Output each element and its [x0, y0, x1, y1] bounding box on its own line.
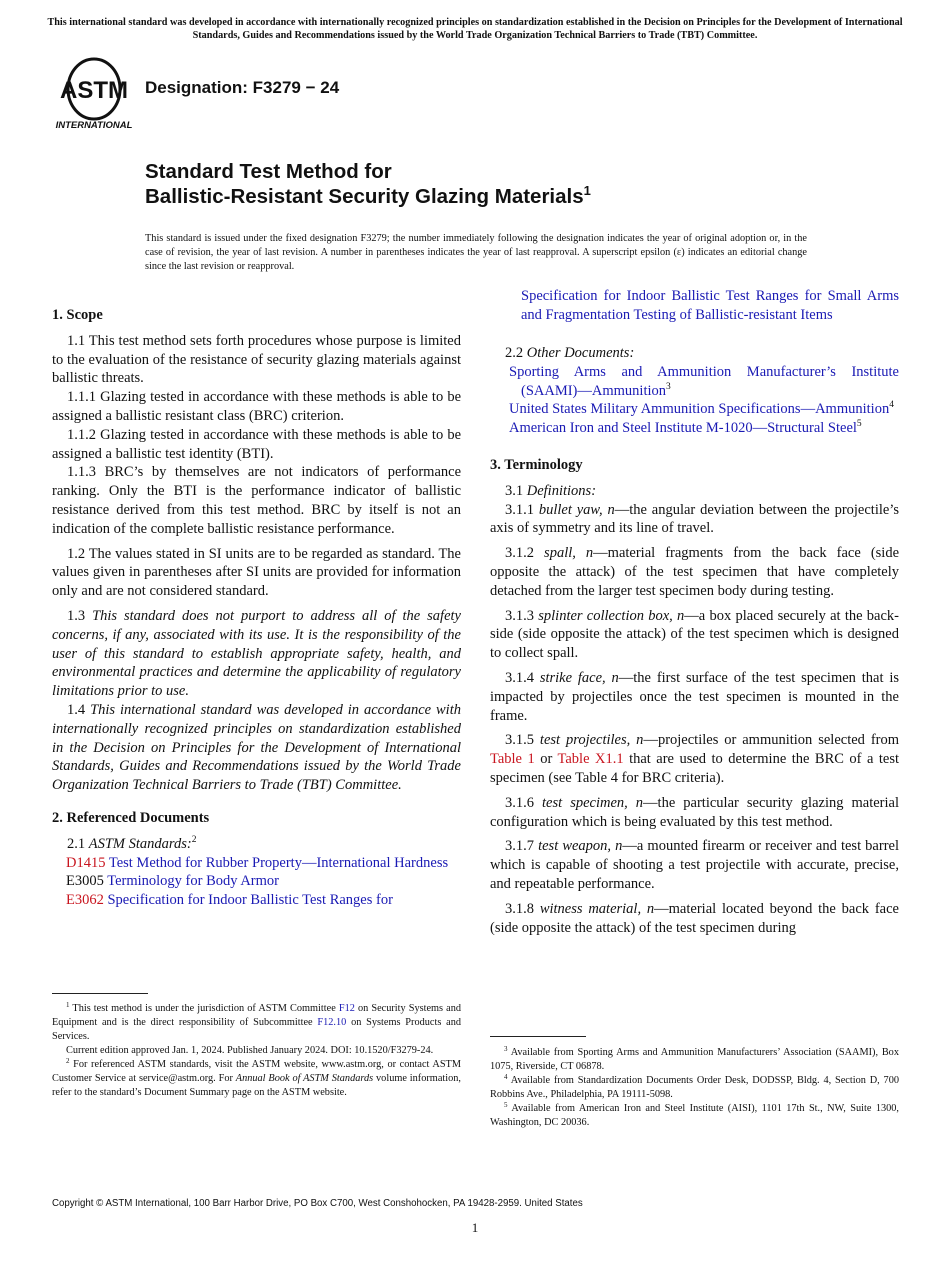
ref-saami[interactable]: Sporting Arms and Ammunition Manufacturer’s Institute (SAAMI)—Ammunition$^3$: [509, 363, 899, 399]
ref-e3062-continued[interactable]: Specification for Indoor Ballistic Test Ranges for Small Arms and Fragmentation Testing of Ballistic-resistant Items: [521, 288, 899, 323]
references-heading: 2. Referenced Documents: [52, 809, 210, 826]
logo-word: INTERNATIONAL: [55, 120, 133, 131]
footnote-2: $^2$ For referenced ASTM standards, visit the ASTM website, www.astm.org, or contact ASTM Customer Service at service@astm.org. For Annual Book of ASTM Standards volume information, refer to the standard’s Document Summary page on the ASTM website.: [52, 1057, 462, 1098]
table-x1-1-link[interactable]: Table X1.1: [557, 751, 624, 768]
term-3-1-4: 3.1.4 strike face, n—the first surface of the test specimen that is impacted by projectiles once the test specimen is mounted in the frame.: [490, 669, 899, 724]
term-3-1-6: 3.1.6 test specimen, n—the particular security glazing material configuration which is being evaluated by this test method.: [490, 794, 899, 830]
document-title: [145, 159, 591, 209]
title-line-1: Standard Test Method for: [145, 160, 392, 183]
para-1-1-3: 1.1.3 BRC’s by themselves are not indicators of performance ranking. Only the BTI is the performance indicator of ballistic resistance derived from this test method. BRC by itself is not an indication of the complete ballistic resistance performance.: [52, 464, 461, 537]
scope-heading: 1. Scope: [52, 307, 103, 323]
footnote-3: $^3$ Available from Sporting Arms and Ammunition Manufacturers’ Association (SAAMI), Box 1075, Riverside, CT 06878.: [490, 1045, 899, 1072]
footnote-rule-right: [490, 1036, 586, 1037]
para-1-1-2: 1.1.2 Glazing tested in accordance with these methods is able to be assigned a ballistic test identity (BTI).: [52, 426, 461, 462]
copyright: Copyright © ASTM International, 100 Barr Harbor Drive, PO Box C700, West Conshohocken, PA 19428-2959. United States: [52, 1198, 583, 1209]
footnote-5: $^5$ Available from American Iron and Steel Institute (AISI), 1101 17th St., NW, Suite 1300, Washington, DC 20036.: [490, 1101, 900, 1128]
issued-note: This standard is issued under the fixed designation F3279; the number immediately following the designation indicates the year of original adoption or, in the case of revision, the year of last revision. A number in parentheses indicates the year of last reapproval. A superscript epsilon (ε) indicates an editorial change since the last revision or reapproval.: [145, 233, 807, 272]
terminology-heading: 3. Terminology: [490, 456, 583, 473]
logo-letters: ASTM: [60, 77, 128, 104]
f12-link[interactable]: F12: [338, 1003, 355, 1014]
astm-logo: [52, 58, 136, 132]
edition-note: Current edition approved Jan. 1, 2024. Published January 2024. DOI: 10.1520/F3279-24.: [66, 1045, 434, 1056]
term-3-1-2: 3.1.2 spall, n—material fragments from the back face (side opposite the attack) of the test specimen that have completely detached from the larger test specimen body during testing.: [490, 545, 900, 599]
footnotes-right: [490, 1046, 899, 1130]
term-3-1-3: 3.1.3 splinter collection box, n—a box placed securely at the back-side (side opposite the attack) of the test specimen which is designed to collect spall.: [490, 607, 899, 662]
ref-e3005[interactable]: E3005 Terminology for Body Armor: [66, 873, 279, 890]
tbt-notice: This international standard was developed in accordance with internationally recognized principles on standardization established in the Decision on Principles for the Development of International Standards, Guides and Recommendations issued by the World Trade Organization Technical Barriers to Trade (TBT) Committee.: [47, 17, 903, 41]
ref-e3062[interactable]: E3062 Specification for Indoor Ballistic Test Ranges for: [66, 892, 393, 909]
footnote-4: $^4$ Available from Standardization Documents Order Desk, DODSSP, Bldg. 4, Section D, 700 Robbins Ave., Philadelphia, PA 19111-5098.: [490, 1073, 899, 1100]
ref-d1415[interactable]: D1415 Test Method for Rubber Property—International Hardness: [66, 854, 449, 871]
ref-aisi[interactable]: American Iron and Steel Institute M-1020—Structural Steel$^5$: [509, 419, 862, 437]
left-column: [52, 306, 461, 910]
para-1-4: 1.4 This international standard was developed in accordance with internationally recognized principles on standardization established in the Decision on Principles for the Development of International Standards, Guides and Recommendations issued by the World Trade Organization Technical Barriers to Trade (TBT) Committee.: [52, 701, 461, 794]
definitions-label: 3.1 Definitions:: [505, 482, 597, 499]
term-3-1-7: 3.1.7 test weapon, n—a mounted firearm or receiver and test barrel which is capable of shooting a test projectile with accurate, precise, and repeatable performance.: [490, 838, 899, 892]
para-1-1-1: 1.1.1 Glazing tested in accordance with these methods is able to be assigned a ballistic resistant class (BRC) criterion.: [52, 389, 461, 424]
designation: Designation: F3279 − 24: [145, 78, 340, 97]
page-number: 1: [471, 1220, 479, 1235]
ref-us-military[interactable]: United States Military Ammunition Specifications—Ammunition$^4$: [509, 400, 894, 418]
footnote-rule-left: [52, 993, 148, 994]
table-1-link[interactable]: Table 1: [490, 751, 535, 768]
para-1-1: 1.1 This test method sets forth procedures whose purpose is limited to the evaluation of the resistance of security glazing materials against ballistic threats.: [52, 332, 461, 387]
astm-standards-label: 2.1 ASTM Standards:$^2$: [67, 834, 197, 852]
para-1-2: 1.2 The values stated in SI units are to be regarded as standard. The values given in parentheses after SI units are provided for information only and are not considered standard.: [52, 545, 461, 600]
footnotes-left: [52, 1002, 461, 1100]
term-3-1-1: 3.1.1 bullet yaw, n—the angular deviation between the projectile’s axis of symmetry and its line of travel.: [490, 501, 899, 537]
other-documents-label: 2.2 Other Documents:: [505, 345, 635, 361]
term-3-1-8: 3.1.8 witness material, n—material located beyond the back face (side opposite the attack) of the test specimen during: [490, 900, 899, 936]
term-3-1-5: 3.1.5 test projectiles, n—projectiles or ammunition selected from Table 1 or Table X1.1 that are used to determine the BRC of a test specimen (see Table 4 for BRC criteria).: [490, 732, 900, 786]
footnote-1: $^1$ This test method is under the jurisdiction of ASTM Committee F12 on Security Systems and Equipment and is the direct responsibility of Subcommittee F12.10 on Systems Products and Services.: [52, 1001, 462, 1042]
f12-10-link[interactable]: F12.10: [317, 1017, 347, 1028]
right-column: [490, 288, 900, 937]
para-1-3: 1.3 This standard does not purport to address all of the safety concerns, if any, associated with its use. It is the responsibility of the user of this standard to establish appropriate safety, health, and environmental practices and determine the applicability of regulatory limitations prior to use.: [52, 607, 461, 700]
title-line-2: Ballistic-Resistant Security Glazing Materials$^1$: [145, 183, 591, 208]
